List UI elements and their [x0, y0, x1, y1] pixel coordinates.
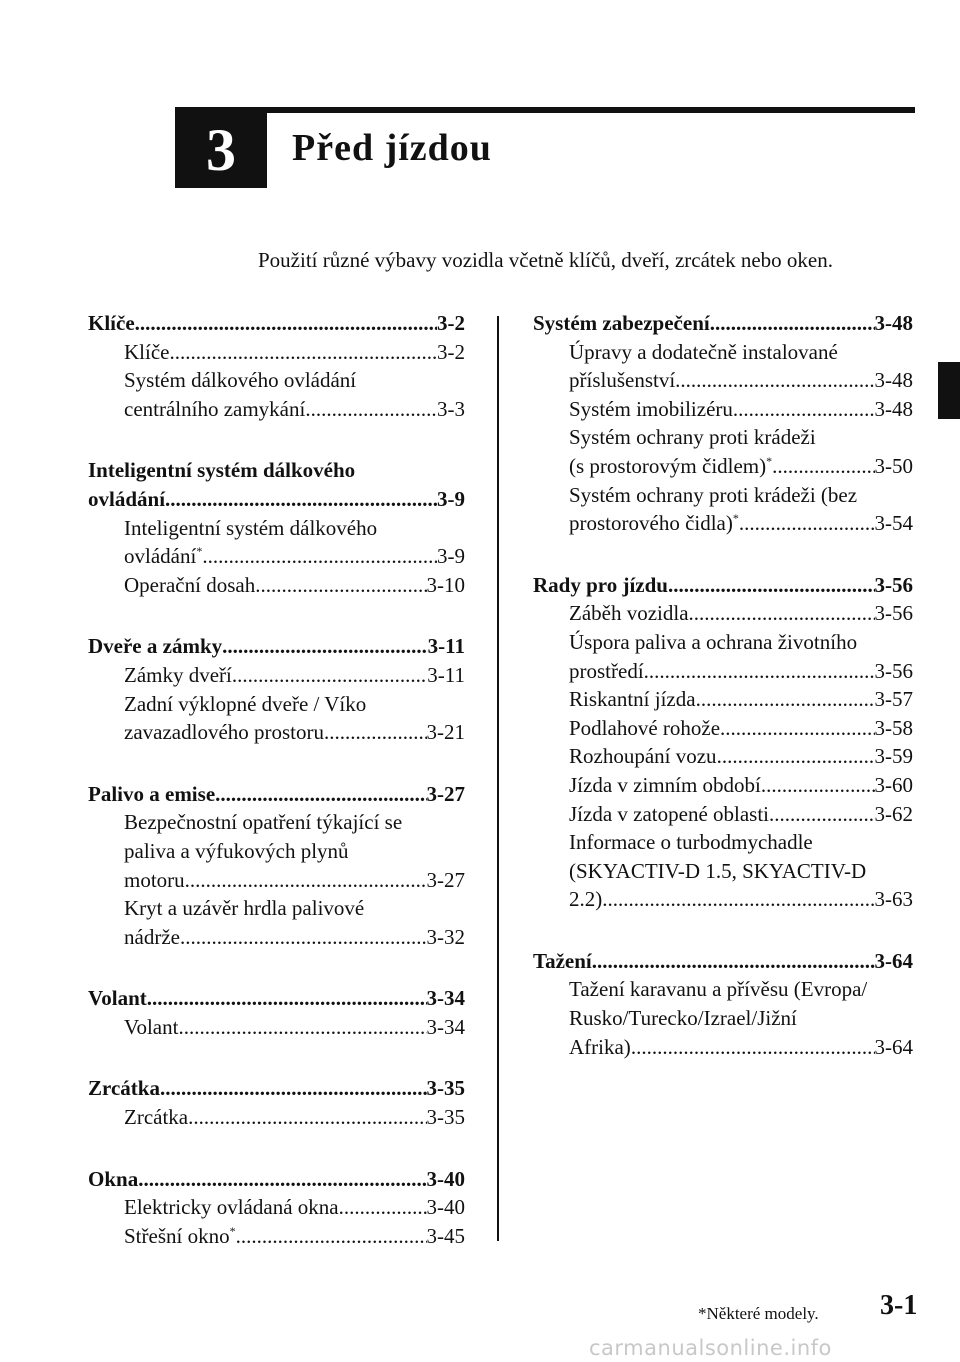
- toc-section-palivo: [88, 780, 465, 952]
- toc-entry[interactable]: Elektricky ovládaná okna ..... 3-40: [88, 1193, 465, 1222]
- watermark: carmanualsonline.info: [589, 1336, 832, 1360]
- toc-entry[interactable]: prostředí ..... 3-56: [533, 657, 913, 686]
- toc-heading[interactable]: ovládání ..... 3-9: [88, 485, 465, 514]
- toc-section-okna: [88, 1165, 465, 1251]
- toc-entry[interactable]: Záběh vozidla ..... 3-56: [533, 599, 913, 628]
- toc-heading[interactable]: Palivo a emise ..... 3-27: [88, 780, 465, 809]
- toc-heading[interactable]: Systém zabezpečení ..... 3-48: [533, 309, 913, 338]
- toc-entry-text[interactable]: Bezpečnostní opatření týkající se: [124, 810, 403, 835]
- chapter-top-rule: [175, 107, 915, 113]
- column-divider: [497, 316, 499, 1241]
- toc-entry[interactable]: Zrcátka ..... 3-35: [88, 1103, 465, 1132]
- toc-left-column: [88, 309, 465, 1283]
- toc-section-volant: [88, 984, 465, 1041]
- toc-entry[interactable]: centrálního zamykání ..... 3-3: [88, 395, 465, 424]
- toc-section-zabezpeceni: [533, 309, 913, 538]
- toc-entry-text[interactable]: Systém ochrany proti krádeži: [569, 425, 816, 450]
- toc-section-klice: [88, 309, 465, 423]
- toc-right-column: [533, 309, 913, 1094]
- toc-entry[interactable]: Rozhoupání vozu ..... 3-59: [533, 742, 913, 771]
- toc-section-zrcatka: [88, 1074, 465, 1131]
- toc-entry[interactable]: ovládání* ..... 3-9: [88, 542, 465, 571]
- toc-entry[interactable]: Podlahové rohože ..... 3-58: [533, 714, 913, 743]
- toc-section-inteligentni: [88, 456, 465, 599]
- toc-entry[interactable]: zavazadlového prostoru ..... 3-21: [88, 718, 465, 747]
- toc-entry[interactable]: Klíče ..... 3-2: [88, 338, 465, 367]
- toc-entry[interactable]: Zámky dveří ..... 3-11: [88, 661, 465, 690]
- toc-entry-text[interactable]: (SKYACTIV-D 1.5, SKYACTIV-D: [569, 858, 867, 883]
- toc-entry[interactable]: Jízda v zatopené oblasti ..... 3-62: [533, 800, 913, 829]
- toc-entry-text[interactable]: paliva a výfukových plynů: [124, 838, 349, 863]
- toc-entry[interactable]: 2.2) ..... 3-63: [533, 885, 913, 914]
- toc-section-rady: [533, 571, 913, 914]
- chapter-title: Před jízdou: [292, 127, 492, 169]
- toc-section-dvere: [88, 632, 465, 746]
- page-number: 3-1: [880, 1290, 918, 1321]
- toc-entry[interactable]: Riskantní jízda ..... 3-57: [533, 685, 913, 714]
- chapter-side-tab: [938, 362, 960, 419]
- toc-heading[interactable]: Klíče ..... 3-2: [88, 309, 465, 338]
- toc-heading[interactable]: Tažení ..... 3-64: [533, 947, 913, 976]
- toc-heading[interactable]: Rady pro jízdu ..... 3-56: [533, 571, 913, 600]
- toc-entry[interactable]: Systém imobilizéru ..... 3-48: [533, 395, 913, 424]
- toc-heading[interactable]: Dveře a zámky ..... 3-11: [88, 632, 465, 661]
- chapter-intro: Použití různé výbavy vozidla včetně klíčů, dveří, zrcátek nebo oken.: [258, 248, 833, 272]
- toc-entry[interactable]: Jízda v zimním období ..... 3-60: [533, 771, 913, 800]
- toc-entry-text[interactable]: Zadní výklopné dveře / Víko: [124, 691, 367, 716]
- toc-entry[interactable]: příslušenství ..... 3-48: [533, 366, 913, 395]
- toc-entry[interactable]: motoru ..... 3-27: [88, 866, 465, 895]
- toc-entry-text[interactable]: Inteligentní systém dálkového: [124, 515, 378, 540]
- toc-entry-text[interactable]: Rusko/Turecko/Izrael/Jižní: [569, 1006, 797, 1031]
- toc-heading[interactable]: Okna ..... 3-40: [88, 1165, 465, 1194]
- toc-entry-text[interactable]: Úspora paliva a ochrana životního: [569, 629, 858, 654]
- toc-entry[interactable]: prostorového čidla)* ..... 3-54: [533, 509, 913, 538]
- chapter-number: 3: [175, 113, 267, 188]
- toc-entry-text[interactable]: Systém dálkového ovládání: [124, 368, 357, 393]
- toc-section-tazeni: [533, 947, 913, 1061]
- toc-entry[interactable]: Afrika) ..... 3-64: [533, 1033, 913, 1062]
- toc-entry-text[interactable]: Úpravy a dodatečně instalované: [569, 339, 838, 364]
- toc-heading[interactable]: Zrcátka ..... 3-35: [88, 1074, 465, 1103]
- toc-entry[interactable]: Střešní okno* ..... 3-45: [88, 1222, 465, 1251]
- toc-heading-text[interactable]: Inteligentní systém dálkového: [88, 458, 356, 483]
- toc-entry-text[interactable]: Informace o turbodmychadle: [569, 830, 813, 855]
- toc-entry-text[interactable]: Tažení karavanu a přívěsu (Evropa/: [569, 977, 868, 1002]
- toc-entry-text[interactable]: Systém ochrany proti krádeži (bez: [569, 482, 858, 507]
- toc-entry[interactable]: nádrže ..... 3-32: [88, 923, 465, 952]
- toc-heading[interactable]: Volant ..... 3-34: [88, 984, 465, 1013]
- toc-entry[interactable]: (s prostorovým čidlem)* ..... 3-50: [533, 452, 913, 481]
- toc-entry[interactable]: Volant ..... 3-34: [88, 1013, 465, 1042]
- toc-entry[interactable]: Operační dosah ..... 3-10: [88, 571, 465, 600]
- toc-entry-text[interactable]: Kryt a uzávěr hrdla palivové: [124, 896, 365, 921]
- footnote: *Některé modely.: [698, 1304, 819, 1323]
